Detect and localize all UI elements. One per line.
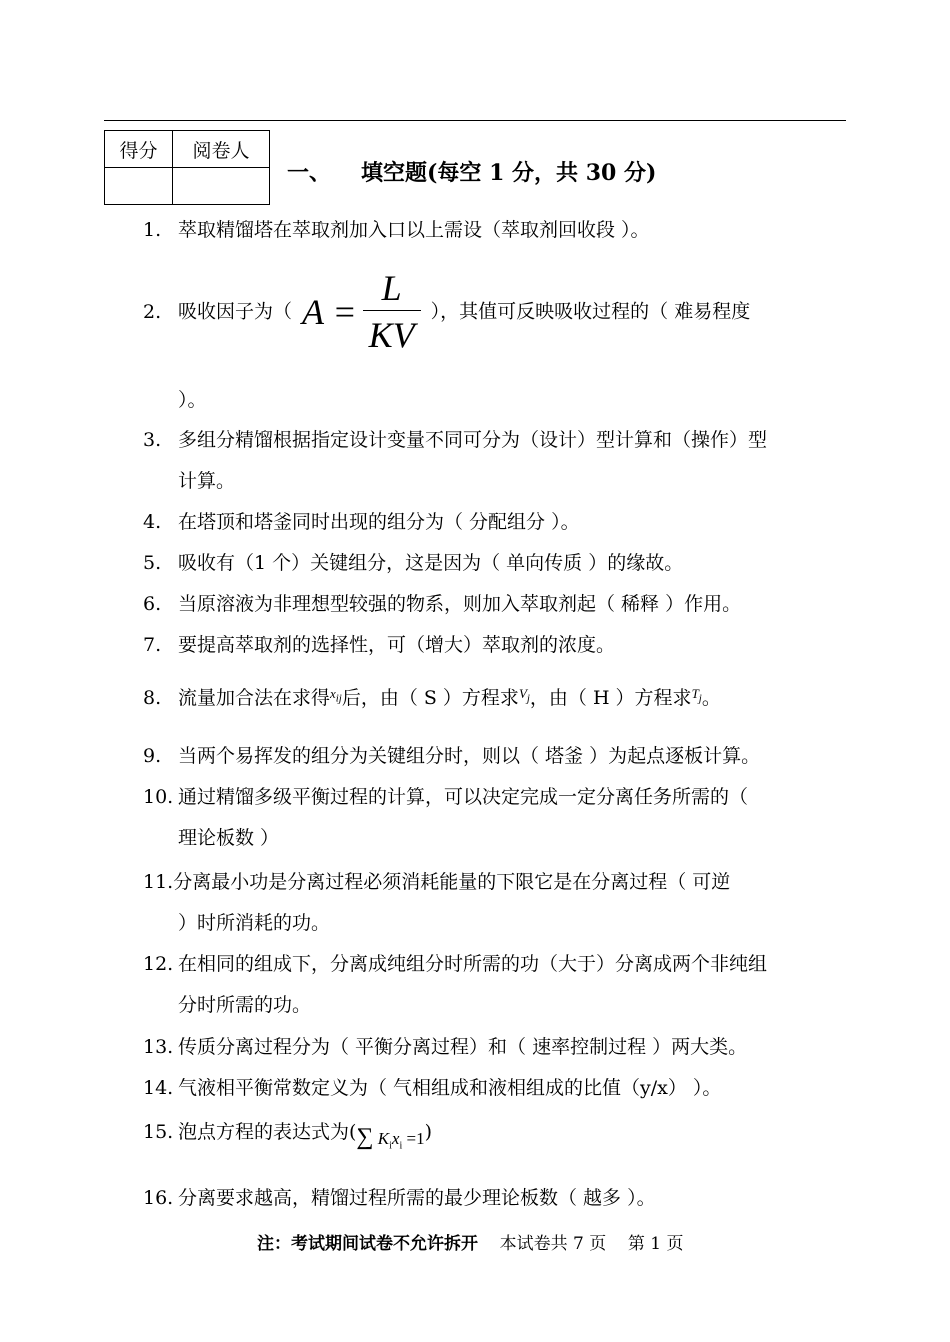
absorption-factor-formula: A = $\frac{L}{KV}$ <box>302 266 421 359</box>
question-14: 14. 气液相平衡常数定义为（ 气相组成和液相组成的比值（y/x） ）。 <box>143 1077 722 1099</box>
question-1: 1. 萃取精馏塔在萃取剂加入口以上需设（萃取剂回收段 ）。 <box>143 219 650 241</box>
page-footer <box>257 1229 684 1254</box>
footer-page-number: 第 1 页 <box>627 1234 684 1254</box>
section-heading: 填空题(每空 1 分，共 30 分) <box>361 160 657 186</box>
grader-cell <box>173 168 270 205</box>
score-cell <box>105 168 173 205</box>
question-13: 13. 传质分离过程分为（ 平衡分离过程）和（ 速率控制过程 ）两大类。 <box>143 1036 748 1058</box>
question-12: 12. 在相同的组成下，分离成纯组分时所需的功（大于）分离成两个非纯组 分时所需的功。 <box>143 953 768 1016</box>
var-t-j: Tj <box>691 686 702 705</box>
question-10: 10. 通过精馏多级平衡过程的计算，可以决定完成一定分离任务所需的（ 理论板数 ） <box>143 786 749 849</box>
question-9: 9. 当两个易挥发的组分为关键组分时，则以（ 塔釜 ）为起点逐板计算。 <box>143 745 761 767</box>
question-4: 4. 在塔顶和塔釜同时出现的组分为（ 分配组分 ）。 <box>143 511 580 533</box>
var-x-ij: xij <box>330 686 342 705</box>
footer-note: 注：考试期间试卷不允许拆开 <box>257 1234 478 1254</box>
score-table <box>104 130 270 205</box>
question-2-cont: ）。 <box>178 389 207 411</box>
footer-page-count: 本试卷共 7 页 <box>499 1234 607 1254</box>
question-3: 3. 多组分精馏根据指定设计变量不同可分为（设计）型计算和（操作）型 计算。 <box>143 429 768 492</box>
var-v-j: Vj <box>518 686 530 705</box>
score-label: 得分 <box>105 131 173 168</box>
question-16: 16. 分离要求越高，精馏过程所需的最少理论板数（ 越多 ）。 <box>143 1187 656 1209</box>
question-11: 11.分离最小功是分离过程必须消耗能量的下限它是在分离过程（ 可逆 ）时所消耗的功。 <box>143 871 731 934</box>
question-15: 15. 泡点方程的表达式为(∑ $K_ix_i =1$) <box>143 1112 848 1166</box>
question-8: 8. 流量加合法在求得$^{x_{ij}}$后，由（ S ）方程求$^{V_j}$，由（ H ）方程求$^{T_j}$。 <box>143 686 721 709</box>
question-2: 2. 吸收因子为（ A = $\frac{L}{KV}$ ），其值可反映吸收过程的（ 难易程度 <box>143 266 848 359</box>
section-number: 一、 <box>287 160 332 186</box>
top-rule <box>104 120 846 121</box>
question-6: 6. 当原溶液为非理想型较强的物系，则加入萃取剂起（ 稀释 ）作用。 <box>143 593 742 615</box>
question-7: 7. 要提高萃取剂的选择性，可（增大）萃取剂的浓度。 <box>143 634 616 656</box>
section-title <box>287 156 656 187</box>
question-5: 5. 吸收有（1 个）关键组分，这是因为（ 单向传质 ）的缘故。 <box>143 552 684 574</box>
grader-label: 阅卷人 <box>173 131 270 168</box>
bubble-point-formula: ∑ $K_ix_i =1$ <box>356 1124 425 1152</box>
